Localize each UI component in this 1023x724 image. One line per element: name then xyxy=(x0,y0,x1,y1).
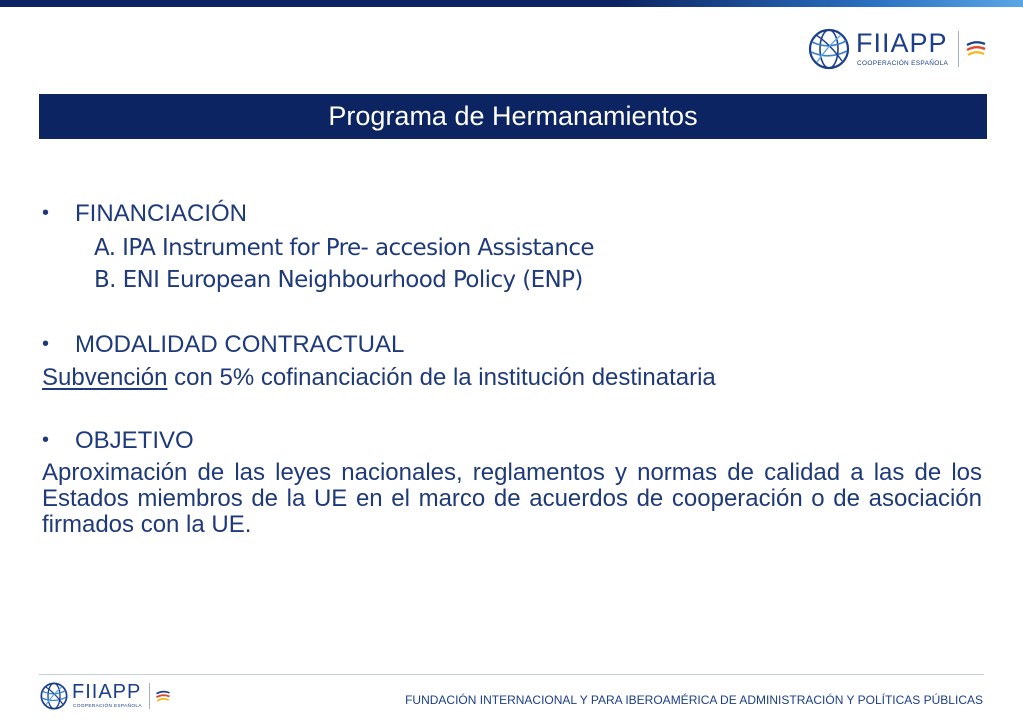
globe-icon xyxy=(808,28,850,70)
objetivo-paragraph: Aproximación de las leyes nacionales, reglamentos y normas de calidad a las de los Estados miembros de la UE en el marco de acuerdos de cooperación o de asociación firmados con la UE. xyxy=(42,459,982,538)
footer-organization-name: FUNDACIÓN INTERNACIONAL Y PARA IBEROAMÉRICA DE ADMINISTRACIÓN Y POLÍTICAS PÚBLICAS xyxy=(405,693,983,707)
modalidad-heading-text: MODALIDAD CONTRACTUAL xyxy=(75,331,405,358)
top-accent-band xyxy=(0,0,1023,7)
footer-logo-wordmark: FIIAPP xyxy=(72,681,142,704)
title-bar xyxy=(39,94,987,139)
objetivo-heading xyxy=(42,427,194,455)
page-title: Programa de Hermanamientos xyxy=(328,101,698,131)
cooperacion-espanola-emblem-icon xyxy=(965,40,987,58)
logo-subtitle: COOPERACIÓN ESPAÑOLA xyxy=(857,60,949,68)
funding-item-eni: B. ENI European Neighbourhood Policy (ENP) xyxy=(94,267,583,293)
globe-icon xyxy=(40,682,68,710)
modalidad-line xyxy=(42,364,716,392)
footer-logo-divider xyxy=(149,683,150,709)
footer-divider xyxy=(39,674,984,675)
funding-item-ipa: A. IPA Instrument for Pre- accesion Assistance xyxy=(94,235,594,261)
subvencion-term: Subvención xyxy=(42,364,168,391)
financiacion-heading-text: FINANCIACIÓN xyxy=(75,200,248,227)
bullet-icon: • xyxy=(42,333,50,355)
financiacion-heading xyxy=(42,200,247,228)
bullet-icon: • xyxy=(42,202,50,224)
footer-logo-subtitle: COOPERACIÓN ESPAÑOLA xyxy=(73,704,142,710)
bullet-icon: • xyxy=(42,429,50,451)
modalidad-line-rest: con 5% cofinanciación de la institución destinataria xyxy=(167,364,716,391)
modalidad-heading xyxy=(42,331,404,359)
header-logo xyxy=(808,28,987,70)
logo-wordmark: FIIAPP xyxy=(856,28,948,59)
cooperacion-espanola-emblem-icon xyxy=(155,690,171,703)
logo-divider xyxy=(958,31,959,67)
objetivo-heading-text: OBJETIVO xyxy=(75,427,194,454)
footer-logo xyxy=(40,682,171,710)
